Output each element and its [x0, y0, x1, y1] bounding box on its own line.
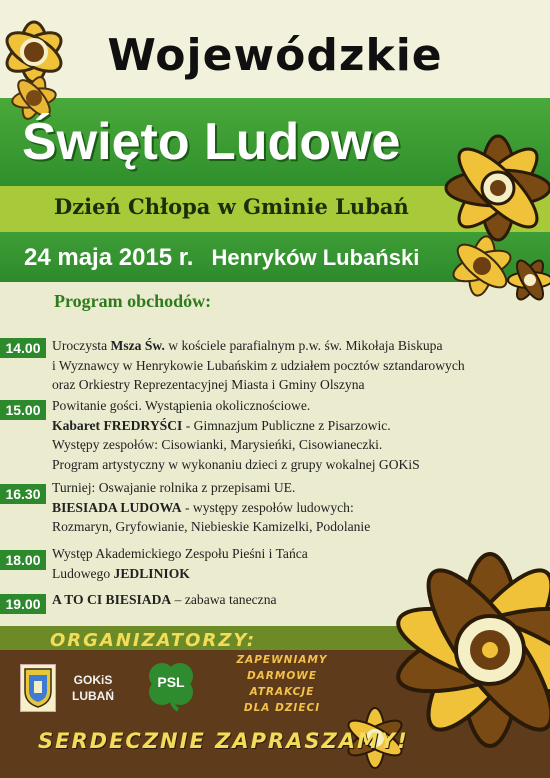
entry-line: i Wyznawcy w Henrykowie Lubańskim z udziałem pocztów sztandarowych: [52, 357, 465, 373]
entry-text-bold: Msza Św.: [110, 338, 165, 353]
entry-line: Turniej: Oswajanie rolnika z przepisami UE.: [52, 480, 296, 495]
psl-logo: [146, 660, 196, 712]
entry-text-part: - Gimnazjum Publiczne z Pisarzowic.: [182, 417, 391, 433]
flower-icon: [442, 226, 550, 316]
entry-text-part: – zabawa taneczna: [171, 592, 277, 607]
event-title: Święto Ludowe: [22, 113, 401, 171]
entry-text-bold: JEDLINIOK: [113, 565, 190, 581]
entry-text: [52, 544, 308, 583]
time-badge: 16.30: [0, 484, 46, 504]
entry-line: Powitanie gości. Wystąpienia okolicznościowe.: [52, 398, 311, 413]
entry-line: Rozmaryn, Gryfowianie, Niebieskie Kamizelki, Podolanie: [52, 519, 371, 534]
entry-text-bold: A TO CI BIESIADA: [52, 592, 172, 607]
entry-text-bold: Kabaret FREDRYŚCI: [52, 417, 183, 433]
gokis-logo: [72, 672, 114, 704]
time-badge: 14.00: [0, 338, 46, 358]
organizers-heading: ORGANIZATORZY:: [50, 630, 257, 651]
program-heading: Program obchodów:: [54, 291, 212, 311]
promo-line: DARMOWE ATRAKCJE: [246, 670, 318, 698]
entry-text-part: - występy zespołów ludowych:: [181, 499, 354, 515]
gmina-coat-of-arms-logo: [20, 664, 56, 712]
invitation-text: SERDECZNIE ZAPRASZAMY!: [38, 729, 409, 753]
psl-text: PSL: [157, 674, 185, 690]
time-badge: 15.00: [0, 400, 46, 420]
time-badge: 19.00: [0, 594, 46, 614]
entry-line: Występ Akademickiego Zespołu Pieśni i Tańca: [52, 546, 308, 561]
time-badge: 18.00: [0, 550, 46, 570]
entry-text: [52, 396, 420, 474]
entry-line: Program artystyczny w wykonaniu dzieci z grupy wokalnej GOKiS: [52, 456, 420, 472]
entry-text-part: w kościele parafialnym p.w. św. Mikołaja Biskupa: [164, 338, 443, 353]
entry-line: oraz Orkiestry Reprezentacyjnej Miasta i Gminy Olszyna: [52, 377, 365, 392]
promo-line: DLA DZIECI: [243, 702, 321, 714]
event-place: Henryków Lubański: [211, 245, 420, 270]
date-line: [24, 244, 419, 272]
promo-line: ZAPEWNIAMY: [236, 654, 328, 666]
entry-text-part: Ludowego: [52, 565, 114, 581]
entry-line: Występy zespołów: Cisowianki, Marysieńki, Cisowianeczki.: [52, 437, 383, 452]
event-subtitle: Dzień Chłopa w Gminie Lubań: [54, 194, 409, 219]
entry-text-part: Uroczysta: [52, 338, 111, 353]
gokis-name: GOKiS: [73, 673, 113, 687]
gokis-town: LUBAŃ: [72, 689, 114, 703]
entry-text-bold: BIESIADA LUDOWA: [52, 499, 182, 515]
page-title: Wojewódzkie: [107, 30, 443, 81]
entry-text: [52, 590, 277, 610]
event-date: 24 maja 2015 r.: [24, 244, 194, 271]
promo-text: [222, 652, 342, 716]
entry-text: [52, 478, 370, 537]
entry-text: [52, 336, 465, 395]
